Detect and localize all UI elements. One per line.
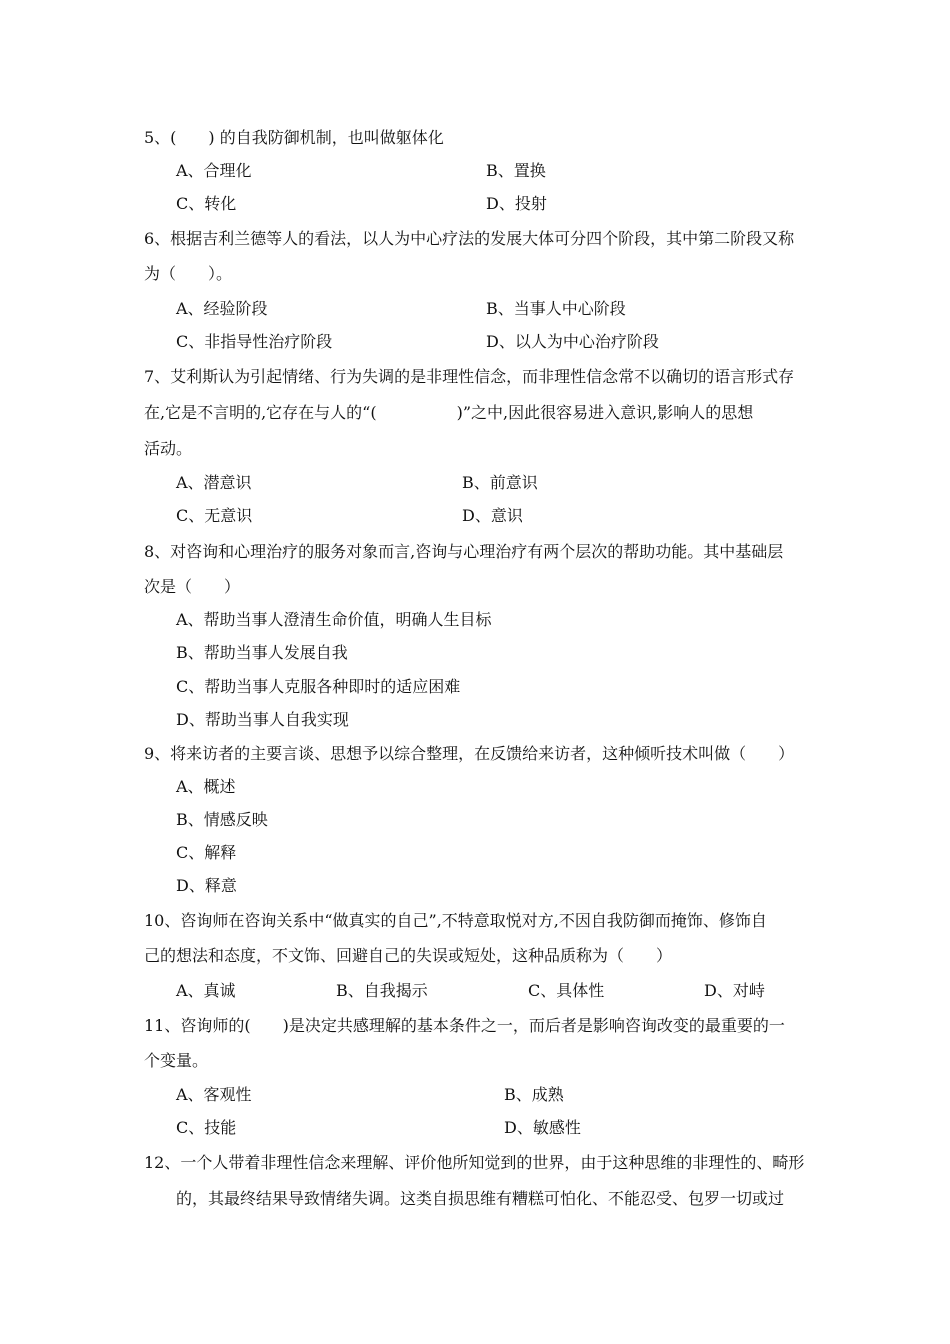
q11-option-c: C、技能 (176, 1118, 237, 1137)
q7-option-b: B、前意识 (462, 473, 538, 492)
q10-option-a: A、真诚 (176, 981, 236, 1000)
q7-option-d: D、意识 (462, 506, 523, 525)
q10-option-d: D、对峙 (704, 981, 765, 1000)
q6-option-c: C、非指导性治疗阶段 (176, 332, 333, 351)
q7-stem-line1: 7、艾利斯认为引起情绪、行为失调的是非理性信念，而非理性信念常不以确切的语言形式存 (144, 367, 795, 386)
q7-option-c: C、无意识 (176, 506, 253, 525)
q7-stem-line3: 活动。 (144, 439, 193, 458)
q11-stem-line2: 个变量。 (144, 1051, 209, 1070)
q6-option-d: D、以人为中心治疗阶段 (486, 332, 659, 351)
q8-option-a: A、帮助当事人澄清生命价值，明确人生目标 (176, 610, 492, 629)
q6-option-a: A、经验阶段 (176, 299, 268, 318)
q11-option-a: A、客观性 (176, 1085, 252, 1104)
q6-stem-line1: 6、根据吉利兰德等人的看法，以人为中心疗法的发展大体可分四个阶段，其中第二阶段又称 (144, 229, 795, 248)
q9-option-a: A、概述 (176, 777, 236, 796)
q11-option-d: D、敏感性 (504, 1118, 581, 1137)
q10-option-c: C、具体性 (528, 981, 605, 1000)
q5-option-b: B、置换 (486, 161, 546, 180)
q7-option-a: A、潜意识 (176, 473, 252, 492)
q9-stem-line1: 9、将来访者的主要言谈、思想予以综合整理，在反馈给来访者，这种倾听技术叫做（ ） (144, 744, 795, 763)
q8-option-b: B、帮助当事人发展自我 (176, 643, 348, 662)
q7-stem-line2: 在,它是不言明的,它存在与人的“( )”之中,因此很容易进入意识,影响人的思想 (144, 403, 754, 422)
q6-stem-line2: 为（ ）。 (144, 264, 233, 283)
q10-stem-line2: 己的想法和态度，不文饰、回避自己的失误或短处，这种品质称为（ ） (144, 946, 673, 965)
q5-option-c: C、转化 (176, 194, 237, 213)
q10-option-b: B、自我揭示 (336, 981, 428, 1000)
q11-option-b: B、成熟 (504, 1085, 564, 1104)
q11-stem-line1: 11、咨询师的( )是决定共感理解的基本条件之一，而后者是影响咨询改变的最重要的一 (144, 1016, 785, 1035)
q5-option-a: A、合理化 (176, 161, 252, 180)
q8-option-d: D、帮助当事人自我实现 (176, 710, 349, 729)
q12-stem-line1: 12、一个人带着非理性信念来理解、评价他所知觉到的世界，由于这种思维的非理性的、畸形 (144, 1153, 805, 1172)
q12-stem-line2: 的，其最终结果导致情绪失调。这类自损思维有糟糕可怕化、不能忍受、包罗一切或过 (144, 1189, 785, 1208)
q8-stem-line1: 8、对咨询和心理治疗的服务对象而言,咨询与心理治疗有两个层次的帮助功能。其中基础层 (144, 542, 784, 561)
q6-option-b: B、当事人中心阶段 (486, 299, 626, 318)
q10-stem-line1: 10、咨询师在咨询关系中“做真实的自己”,不特意取悦对方,不因自我防御而掩饰、修饰自 (144, 911, 767, 930)
q8-option-c: C、帮助当事人克服各种即时的适应困难 (176, 677, 461, 696)
q9-option-d: D、释意 (176, 876, 237, 895)
q8-stem-line2: 次是（ ） (144, 577, 241, 596)
q5-stem-line1: 5、( ) 的自我防御机制，也叫做躯体化 (144, 128, 444, 147)
q9-option-c: C、解释 (176, 843, 237, 862)
q9-option-b: B、情感反映 (176, 810, 268, 829)
q5-option-d: D、投射 (486, 194, 547, 213)
